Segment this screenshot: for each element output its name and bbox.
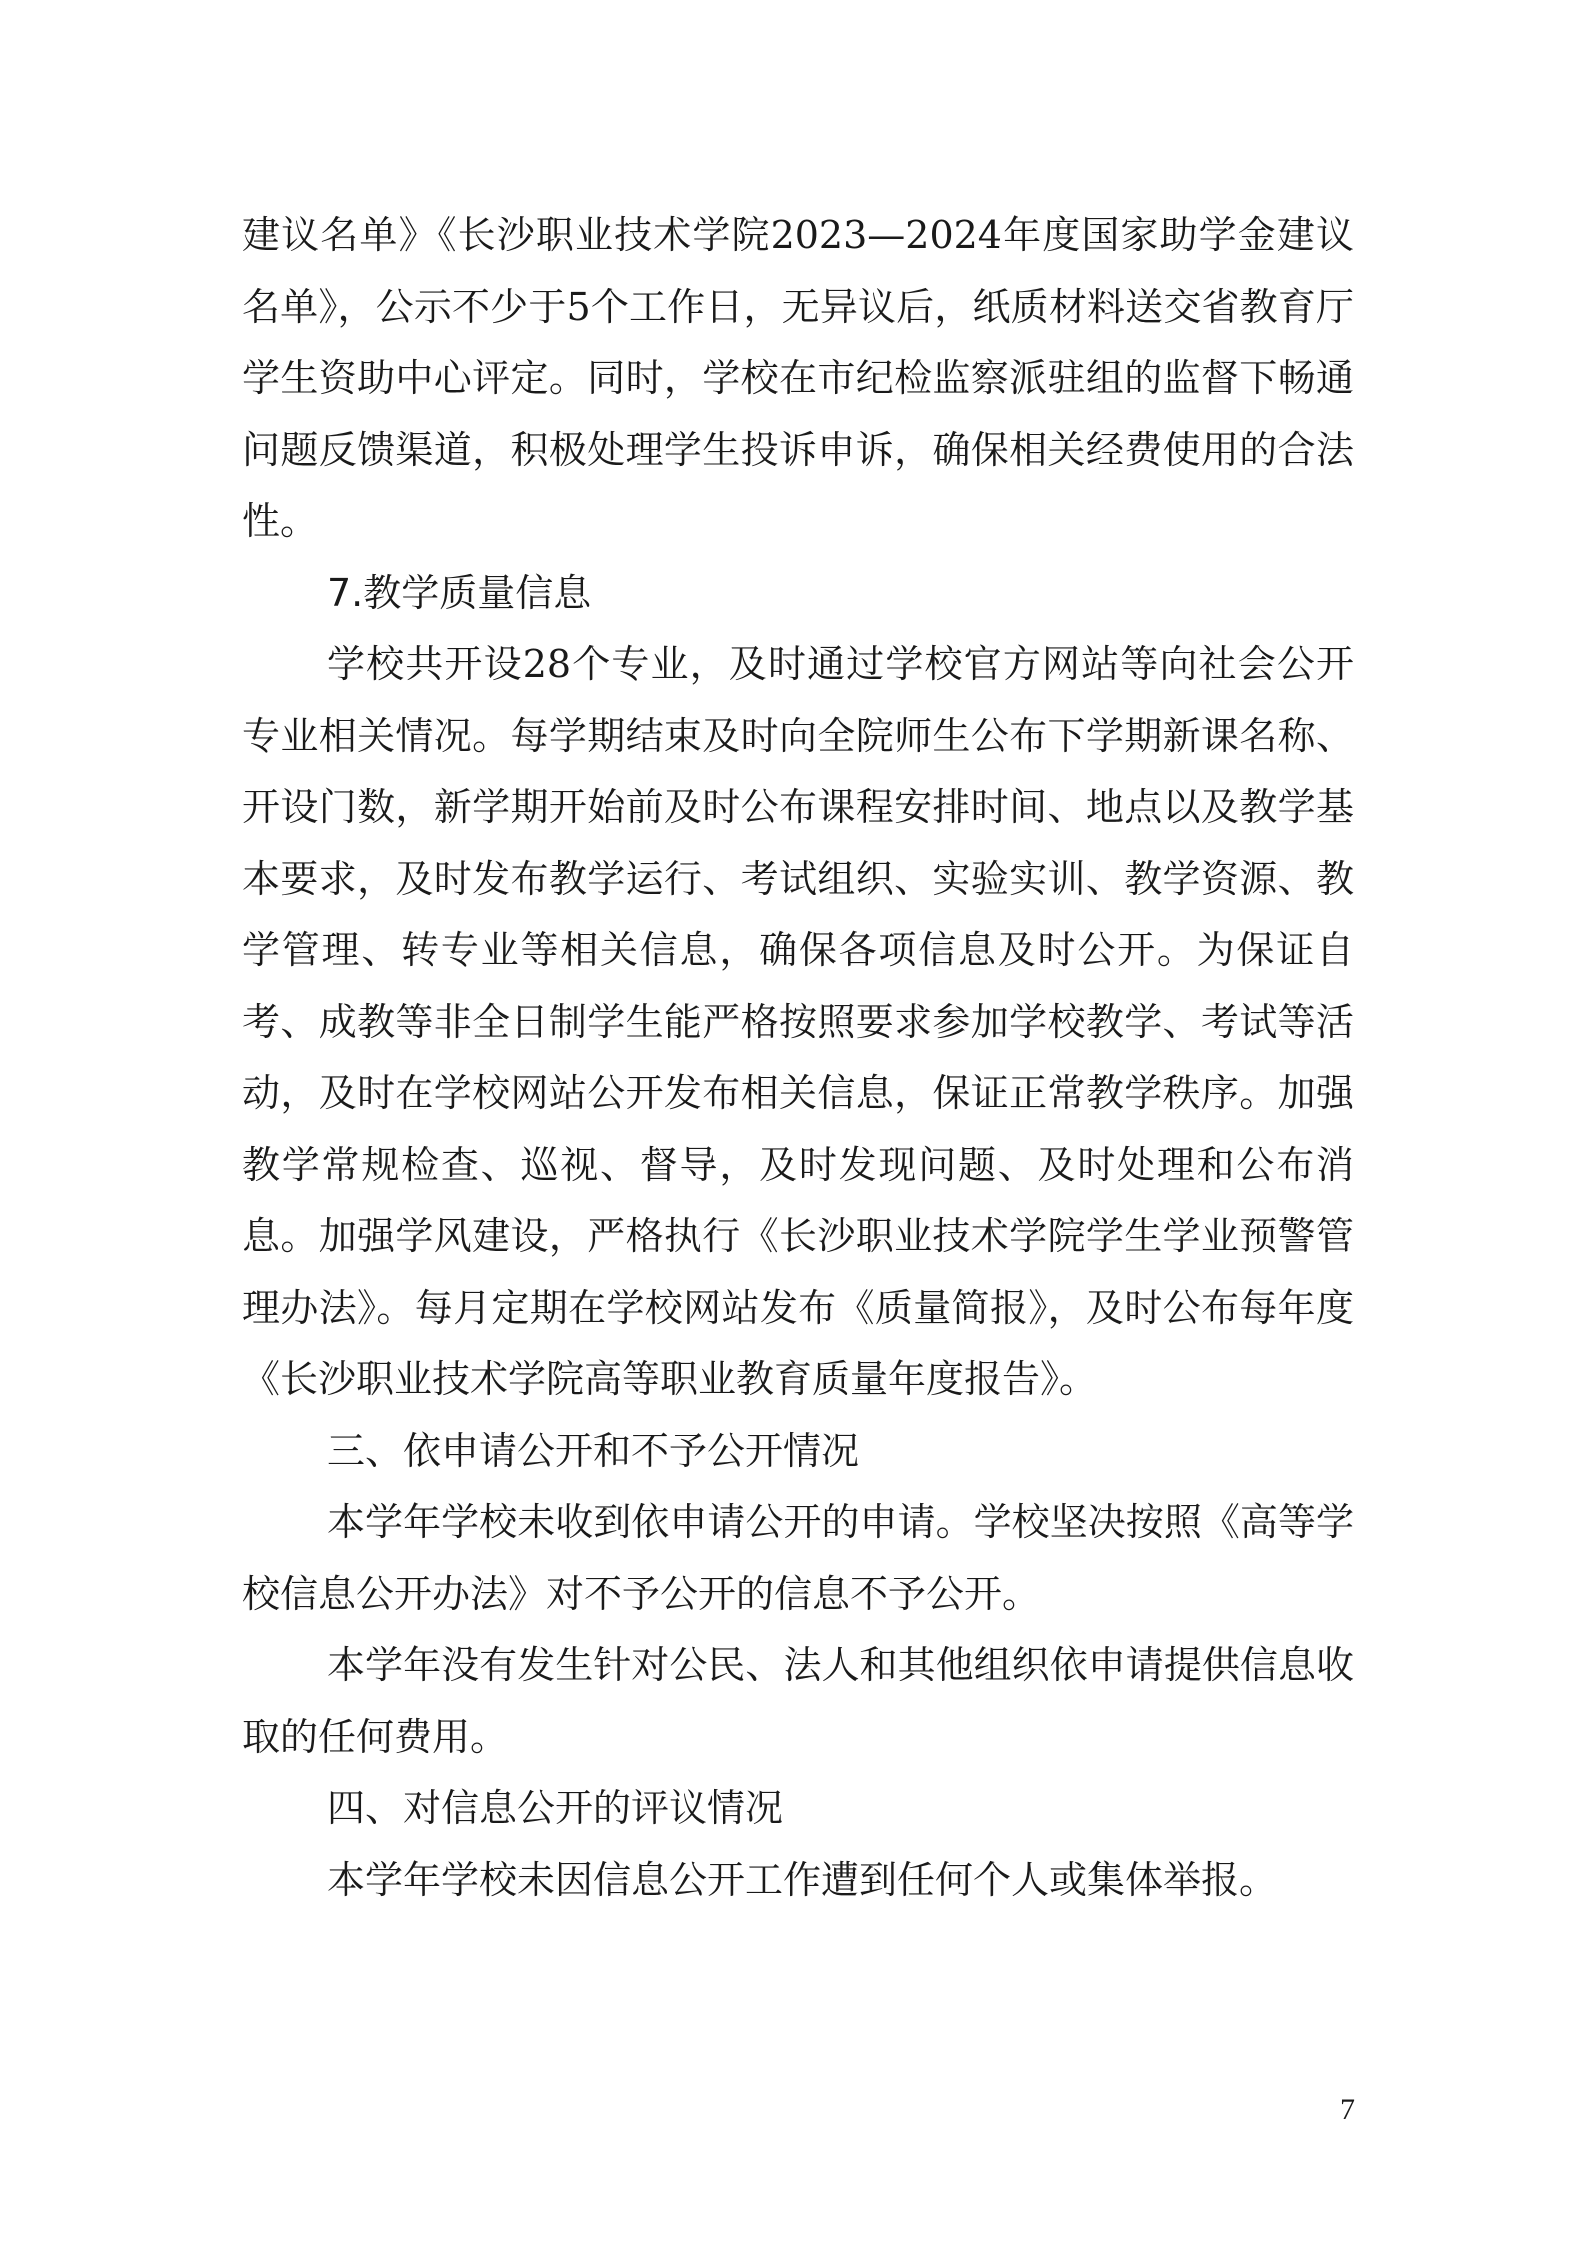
paragraph-subsidy-continuation: 建议名单》《长沙职业技术学院2023—2024年度国家助学金建议名单》，公示不少于5个工作日，无异议后，纸质材料送交省教育厅学生资助中心评定。同时，学校在市纪检监察派驻组的监督下畅通问题反馈渠道，积极处理学生投诉申诉，确保相关经费使用的合法性。 (242, 213, 1354, 543)
paragraph-application-disclosure: 本学年学校未收到依申请公开的申请。学校坚决按照《高等学校信息公开办法》对不予公开的信息不予公开。 (242, 1500, 1354, 1616)
paragraph-fees: 本学年没有发生针对公民、法人和其他组织依申请提供信息收取的任何费用。 (242, 1643, 1354, 1759)
document-body (242, 200, 1354, 1916)
paragraph-complaints: 本学年学校未因信息公开工作遭到任何个人或集体举报。 (327, 1857, 1278, 1902)
heading-section-four: 四、对信息公开的评议情况 (327, 1786, 784, 1830)
heading-teaching-quality: 7.教学质量信息 (327, 570, 592, 615)
heading-section-three: 三、依申请公开和不予公开情况 (327, 1428, 860, 1473)
page-number: 7 (1340, 2093, 1355, 2126)
paragraph-teaching-quality: 学校共开设28个专业，及时通过学校官方网站等向社会公开专业相关情况。每学期结束及时向全院师生公布下学期新课名称、开设门数，新学期开始前及时公布课程安排时间、地点以及教学基本要求，及时发布教学运行、考试组织、实验实训、教学资源、教学管理、转专业等相关信息，确保各项信息及时公开。为保证自考、成教等非全日制学生能严格按照要求参加学校教学、考试等活动，及时在学校网站公开发布相关信息，保证正常教学秩序。加强教学常规检查、巡视、督导，及时发现问题、及时处理和公布消息。加强学风建设，严格执行《长沙职业技术学院学生学业预警管理办法》。每月定期在学校网站发布《质量简报》，及时公布每年度《长沙职业技术学院高等职业教育质量年度报告》。 (242, 642, 1354, 1401)
